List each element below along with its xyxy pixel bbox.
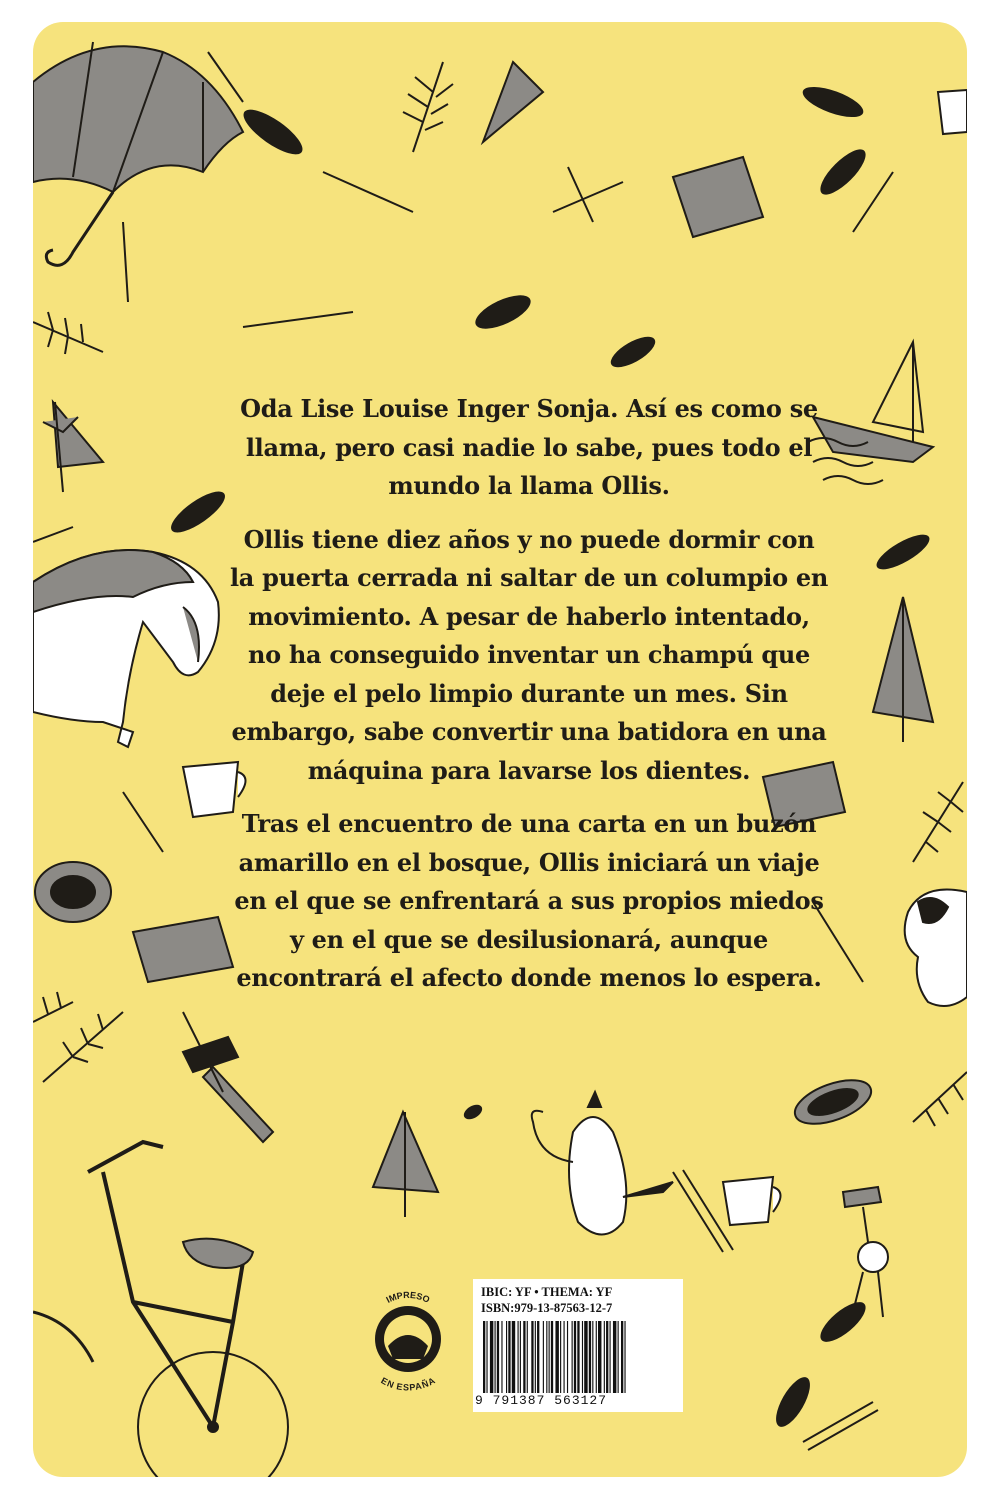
teapot-illustration xyxy=(532,1092,673,1235)
blurb-paragraph-2: Ollis tiene diez años y no puede dormir con la puerta cerrada ni saltar de un columpio en movimiento. A pesar de haberlo intentado, no ha conseguido inventar un champú que deje el pelo limpio durante un mes. Sin embargo, sabe convertir una batidora en una máquina para lavarse los dientes. xyxy=(229,524,829,785)
pug-illustration xyxy=(905,890,967,1007)
hammer-illustration xyxy=(183,1037,273,1142)
blurb-paragraph-3: Tras el encuentro de una carta en un buzón amarillo en el bosque, Ollis iniciará un viaje en el que se enfrentará a sus propios miedos y en el que se desilusionará, aunque encontrará el afecto donde menos lo espera. xyxy=(234,809,824,992)
svg-text:IMPRESO xyxy=(384,1290,431,1305)
stamp-top-text: IMPRESO xyxy=(384,1289,432,1305)
dog-illustration xyxy=(33,550,219,747)
mixer-illustration xyxy=(843,1187,888,1317)
classification-text: IBIC: YF • THEMA: YF xyxy=(481,1285,613,1299)
blurb-paragraph-1: Oda Lise Louise Inger Sonja. Así es como se llama, pero casi nadie lo sabe, pues todo el mundo la llama Ollis. xyxy=(240,394,818,500)
bicycle-illustration xyxy=(33,1142,288,1477)
isbn-barcode-box xyxy=(473,1279,683,1412)
book-back-cover xyxy=(33,22,967,1477)
back-cover-blurb xyxy=(229,390,829,1013)
isbn-text: ISBN:979-13-87563-12-7 xyxy=(481,1301,613,1315)
barcode-bars xyxy=(483,1321,675,1393)
stamp-bottom-text: EN ESPAÑA xyxy=(379,1375,437,1393)
barcode-digits: 9 791387 563127 xyxy=(475,1393,608,1408)
umbrella-illustration xyxy=(33,42,243,265)
svg-text:EN ESPAÑA xyxy=(379,1375,437,1392)
impreso-en-espana-stamp xyxy=(353,1284,463,1394)
